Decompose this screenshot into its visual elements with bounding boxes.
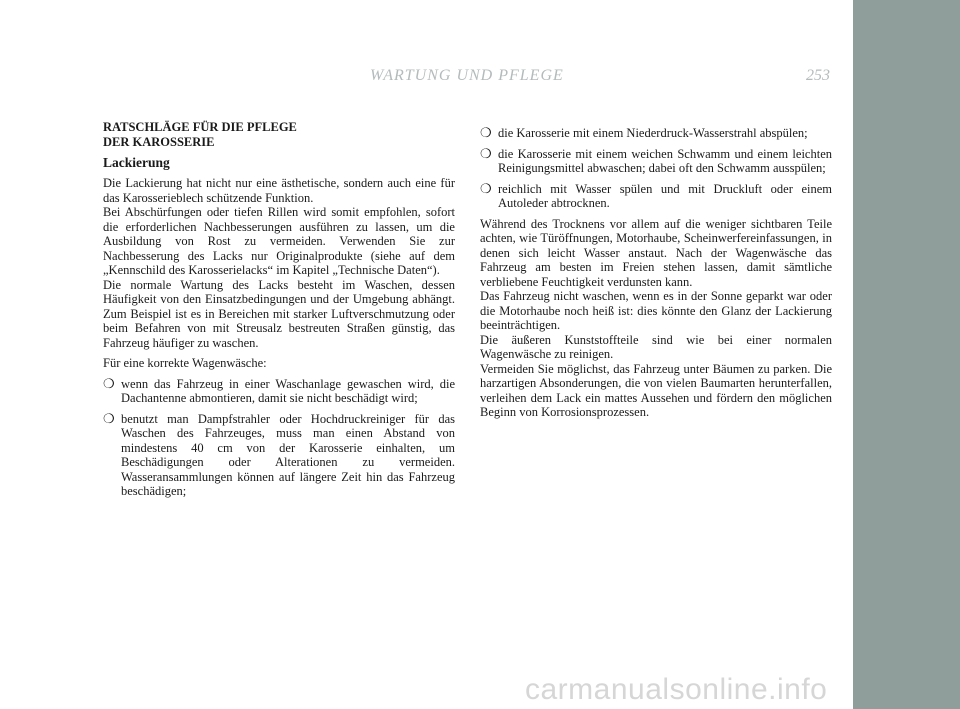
section-heading: RATSCHLÄGE FÜR DIE PFLEGE DER KAROSSERIE — [103, 120, 297, 149]
list-item — [480, 182, 832, 211]
bullet-list — [480, 126, 832, 211]
list-item-text: reichlich mit Wasser spülen und mit Druckluft oder einem Autoleder abtrocknen. — [498, 181, 832, 210]
bullet-icon: ❍ — [480, 145, 492, 161]
paragraph: Vermeiden Sie möglichst, das Fahrzeug unter Bäumen zu parken. Die harzartigen Absonderungen, die von vielen Baumarten herunterfallen, verleihen dem Lack ein mattes Aussehen und fördern den möglichen Beginn von Korrosionsprozessen. — [480, 361, 832, 419]
bullet-list — [103, 377, 455, 499]
left-column — [103, 120, 455, 505]
page-number: 253 — [806, 67, 830, 84]
paragraph: Die Lackierung hat nicht nur eine ästhetische, sondern auch eine für das Karosserieblech schützende Funktion. — [103, 176, 455, 205]
list-item-text: benutzt man Dampfstrahler oder Hochdruckreiniger für das Waschen des Fahrzeuges, muss man einen Abstand von mindestens 40 cm von der Karosserie einhalten, um Beschädigungen oder Alterationen zu vermeiden. Wasseransammlungen können auf längere Zeit hin das Fahrzeug beschädigen; — [121, 411, 455, 498]
bullet-icon: ❍ — [103, 375, 115, 391]
list-item-text: wenn das Fahrzeug in einer Waschanlage gewaschen wird, die Dachantenne abmontieren, damit sie nicht beschädigt wird; — [121, 376, 455, 405]
watermark-text: carmanualsonline.info — [525, 673, 828, 706]
bullet-icon: ❍ — [480, 125, 492, 140]
paragraph: Die äußeren Kunststoffteile sind wie bei einer normalen Wagenwäsche zu reinigen. — [480, 332, 832, 361]
paragraph: Während des Trocknens vor allem auf die weniger sichtbaren Teile achten, wie Türöffnungen, Motorhaube, Scheinwerfereinfassungen, in denen sich leicht Wasser anstaut. Nach der Wagenwäsche das Fahrzeug am besten im Freien stehen lassen, damit sämtliche verbliebene Feuchtigkeit verdunsten kann. — [480, 216, 832, 289]
paragraph: Die normale Wartung des Lacks besteht im Waschen, dessen Häufigkeit von den Einsatzbedingungen und der Umgebung abhängt. Zum Beispiel ist es in Bereichen mit starker Luftverschmutzung oder beim Befahren von mit Streusalz bestreuten Straßen günstig, das Fahrzeug häufiger zu waschen. — [103, 277, 455, 350]
list-item-text: die Karosserie mit einem Niederdruck-Wasserstrahl abspülen; — [498, 126, 808, 140]
section-title: WARTUNG UND PFLEGE — [370, 67, 564, 84]
list-item — [480, 126, 832, 141]
list-item — [103, 412, 455, 499]
list-item — [480, 147, 832, 176]
right-column — [480, 126, 832, 420]
subheading-lackierung: Lackierung — [103, 155, 170, 170]
paragraph: Das Fahrzeug nicht waschen, wenn es in der Sonne geparkt war oder die Motorhaube noch heiß ist: dies könnte den Glanz der Lackierung beeinträchtigen. — [480, 289, 832, 332]
list-item — [103, 377, 455, 406]
paragraph: Bei Abschürfungen oder tiefen Rillen wird somit empfohlen, sofort die erforderlichen Nachbesserungen ausführen zu lassen, um die Ausbildung von Rost zu vermeiden. Verwenden Sie zur Nachbesserung des Lacks nur Originalprodukte (siehe auf dem „Kennschild des Karosserielacks“ im Kapitel „Technische Daten“). — [103, 205, 455, 277]
list-item-text: die Karosserie mit einem weichen Schwamm und einem leichten Reinigungsmittel abwaschen; dabei oft den Schwamm ausspülen; — [498, 146, 832, 175]
bullet-icon: ❍ — [480, 180, 492, 196]
chapter-side-tab — [853, 0, 960, 709]
bullet-icon: ❍ — [103, 410, 115, 426]
paragraph: Für eine korrekte Wagenwäsche: — [103, 356, 267, 370]
